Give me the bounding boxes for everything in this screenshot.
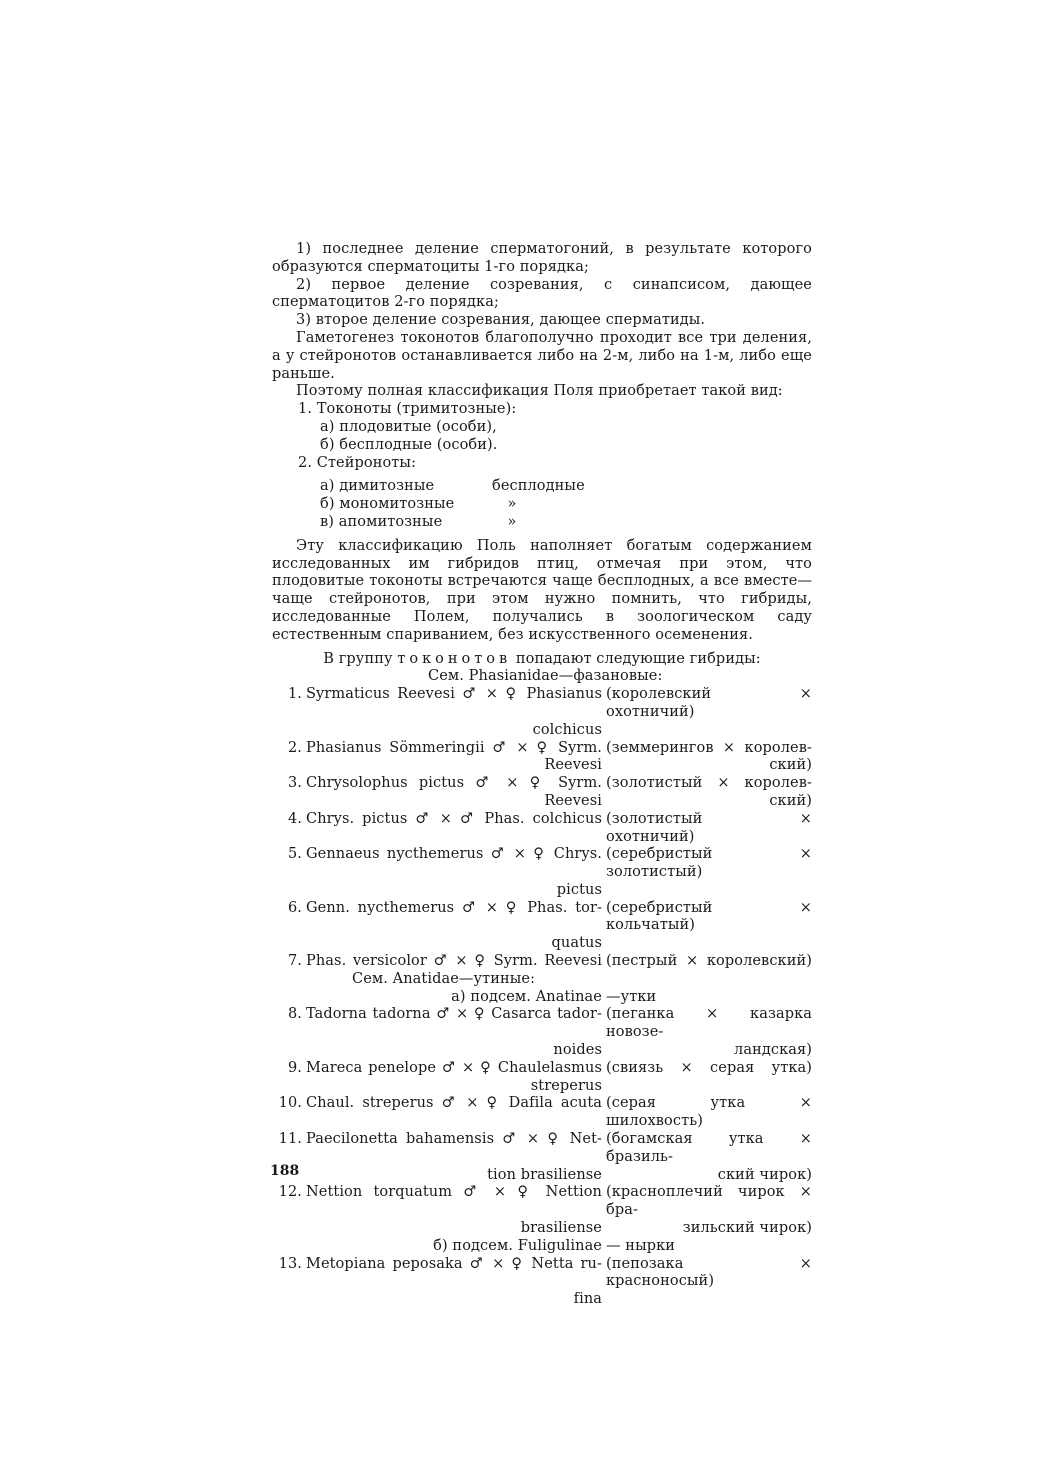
hybrid-number: 9.: [287, 1059, 302, 1076]
hybrid-latin-cont: noides: [553, 1042, 602, 1059]
hybrid-russian-cont: [606, 722, 812, 740]
class-2a-value: бесплодные: [492, 478, 585, 495]
hybrid-latin-cont: pictus: [556, 881, 602, 898]
hybrid-entry: [272, 775, 812, 811]
hybrid-latin-cont: colchicus: [532, 721, 602, 738]
ditto-mark: »: [507, 496, 517, 513]
hybrid-number: 6.: [287, 899, 302, 916]
hybrid-russian: (краснoплечий чирок × бра-: [606, 1184, 812, 1219]
hybrid-number: 7.: [287, 953, 302, 970]
hybrid-russian-cont: [606, 882, 812, 900]
hybrid-entry: [272, 846, 812, 899]
hybrid-russian: (золотистый × королев-: [606, 775, 812, 792]
class-group-1: 1. Токоноты (тримитозные):: [298, 401, 517, 418]
hybrid-number: 4.: [287, 810, 302, 827]
hybrid-list-phasianidae: [272, 686, 812, 971]
class-2b-label: б) мономитозные: [320, 496, 455, 513]
hybrid-latin-cont: brasiliense: [520, 1220, 602, 1237]
hybrid-entry: [272, 1095, 812, 1131]
page-body: [272, 241, 812, 1309]
family-phasianidae: Сем. Phasianidae—фазановые:: [428, 668, 663, 685]
hybrid-russian-cont: ский): [769, 757, 812, 774]
hybrid-number: 8.: [287, 1006, 302, 1023]
ditto-mark: »: [507, 513, 517, 530]
paragraph-5: Поэтому полная классификация Поля приобретает такой вид:: [296, 383, 783, 400]
hybrid-number: 10.: [278, 1095, 302, 1112]
hybrid-latin: Chaul. streperus ♂ × ♀ Dafila acuta: [306, 1095, 602, 1112]
hybrid-latin-cont: Reevesi: [544, 792, 602, 809]
hybrid-latin-cont: quatus: [551, 935, 602, 952]
hybrid-latin: Genn. nycthemerus ♂ × ♀ Phas. tor-: [306, 899, 602, 916]
hybrid-entry: [272, 1256, 812, 1309]
hybrid-russian: (серебристый × кольчатый): [606, 899, 812, 934]
hybrid-russian: (серая утка × шилохвость): [606, 1095, 812, 1130]
hybrid-entry: [272, 811, 812, 847]
paragraph-1: 1) последнее деление сперматогоний, в результате которого образуются сперматоциты 1-го порядка;: [272, 241, 812, 275]
hybrid-russian: (пестрый × королевский): [606, 953, 812, 970]
body-paragraph: Эту классификацию Поль наполняет богатым содержанием исследованных им гибридов птиц, отмечая при этом, что плодовитые токоноты встречаются чаще бесплодных, а все вместе—чаще стейронотов, при этом нужно помнить, что гибриды, исследованные Полем, получались в зоологическом саду естественным спариванием, без искусственного осеменения.: [272, 537, 812, 643]
hybrid-russian: (серебристый × золотистый): [606, 846, 812, 881]
hybrid-latin-cont: streperus: [530, 1077, 602, 1094]
class-2c-label: в) апомитозные: [320, 513, 443, 530]
hybrid-number: 13.: [278, 1255, 302, 1272]
hybrid-latin: Phasianus Sömmeringii ♂ × ♀ Syrm.: [306, 739, 602, 756]
subfamily-anatinae: а) подсем. Anatinae —утки: [451, 988, 657, 1005]
hybrid-latin: Metopiana peposaka ♂ × ♀ Netta ru-: [306, 1255, 602, 1272]
hybrid-entry: [272, 900, 812, 953]
class-group-2c: [272, 514, 812, 532]
hybrid-number: 1.: [287, 686, 302, 703]
hybrid-latin: Tadorna tadorna ♂ × ♀ Casarca tador-: [306, 1006, 602, 1023]
hybrid-latin: Paecilonetta bahamensis ♂ × ♀ Net-: [306, 1131, 602, 1148]
hybrid-russian: (земмерингов × королев-: [606, 739, 812, 756]
hybrid-russian-cont: ский): [769, 792, 812, 809]
hybrid-latin: Gennaeus nycthemerus ♂ × ♀ Chrys.: [306, 846, 602, 863]
hybrid-russian-cont: ландская): [734, 1042, 812, 1059]
class-group-1b: б) бесплодные (особи).: [320, 436, 498, 453]
hybrid-russian-cont: [606, 1291, 812, 1309]
hybrid-entry: [272, 740, 812, 776]
spaced-term: токонотов: [397, 650, 512, 667]
paragraph-4: Гаметогенез токонотов благополучно проходит все три деления, а у стейронотов останавливается либо на 2-м, либо на 1-м, либо еще раньше.: [272, 329, 812, 382]
class-group-2a: [272, 478, 812, 496]
class-group-1a: а) плодовитые (особи),: [320, 418, 497, 435]
family-anatidae: Сем. Anatidae—утиные:: [352, 970, 536, 987]
hybrid-number: 5.: [287, 846, 302, 863]
hybrid-number: 12.: [278, 1184, 302, 1201]
page-number: 188: [270, 1163, 300, 1179]
hybrid-entry: [272, 686, 812, 739]
hybrid-russian: (свиязь × серая утка): [606, 1059, 812, 1076]
hybrid-entry: [272, 1184, 812, 1237]
hybrid-latin: Nettion torquatum ♂ × ♀ Nettion: [306, 1184, 602, 1201]
paragraph-3: 3) второе деление созревания, дающее сперматиды.: [296, 312, 706, 329]
hybrid-russian: (золотистый × охотничий): [606, 810, 812, 845]
hybrid-latin-cont: fina: [573, 1291, 602, 1308]
hybrid-russian-cont: зильский чирок): [682, 1220, 812, 1237]
hybrid-entry: [272, 1060, 812, 1096]
hybrid-latin: Phas. versicolor ♂ × ♀ Syrm. Reevesi: [306, 953, 602, 970]
hybrid-latin: Chrysolophus pictus ♂ × ♀ Syrm.: [306, 775, 602, 792]
hybrid-list-fuligulinae: [272, 1256, 812, 1309]
group-heading: В группу токонотов попадают следующие гибриды:: [323, 650, 761, 667]
subfamily-fuligulinae: б) подсем. Fuligulinae — нырки: [433, 1237, 676, 1254]
hybrid-russian: (пеганка × казарка новозе-: [606, 1006, 812, 1041]
hybrid-entry: [272, 953, 812, 971]
hybrid-latin: Chrys. pictus ♂ × ♂ Phas. colchicus: [306, 810, 602, 827]
hybrid-latin-cont: Reevesi: [544, 757, 602, 774]
hybrid-number: 3.: [287, 775, 302, 792]
paragraph-2: 2) первое деление созревания, с синапсисом, дающее сперматоцитов 2-го порядка;: [272, 276, 812, 311]
class-group-2b: [272, 496, 812, 514]
hybrid-latin: Syrmaticus Reevesi ♂ × ♀ Phasianus: [306, 686, 602, 703]
hybrid-entry: [272, 1006, 812, 1059]
hybrid-latin: Mareca penelope ♂ × ♀ Chaulelasmus: [306, 1059, 602, 1076]
hybrid-russian-cont: ский чирок): [717, 1166, 812, 1183]
hybrid-russian-cont: [606, 935, 812, 953]
hybrid-russian: (пепозака × красноносый): [606, 1255, 812, 1290]
class-2a-label: а) димитозные: [320, 478, 435, 495]
hybrid-russian-cont: [606, 1078, 812, 1096]
hybrid-number: 2.: [287, 739, 302, 756]
hybrid-entry: [272, 1131, 812, 1184]
hybrid-latin-cont: tion brasiliense: [487, 1166, 602, 1183]
hybrid-russian: (богамская утка × бразиль-: [606, 1131, 812, 1165]
hybrid-number: 11.: [278, 1131, 302, 1148]
hybrid-russian: (королевский × охотничий): [606, 686, 812, 720]
class-group-2: 2. Стейроноты:: [298, 454, 417, 471]
hybrid-list-anatinae: [272, 1006, 812, 1237]
